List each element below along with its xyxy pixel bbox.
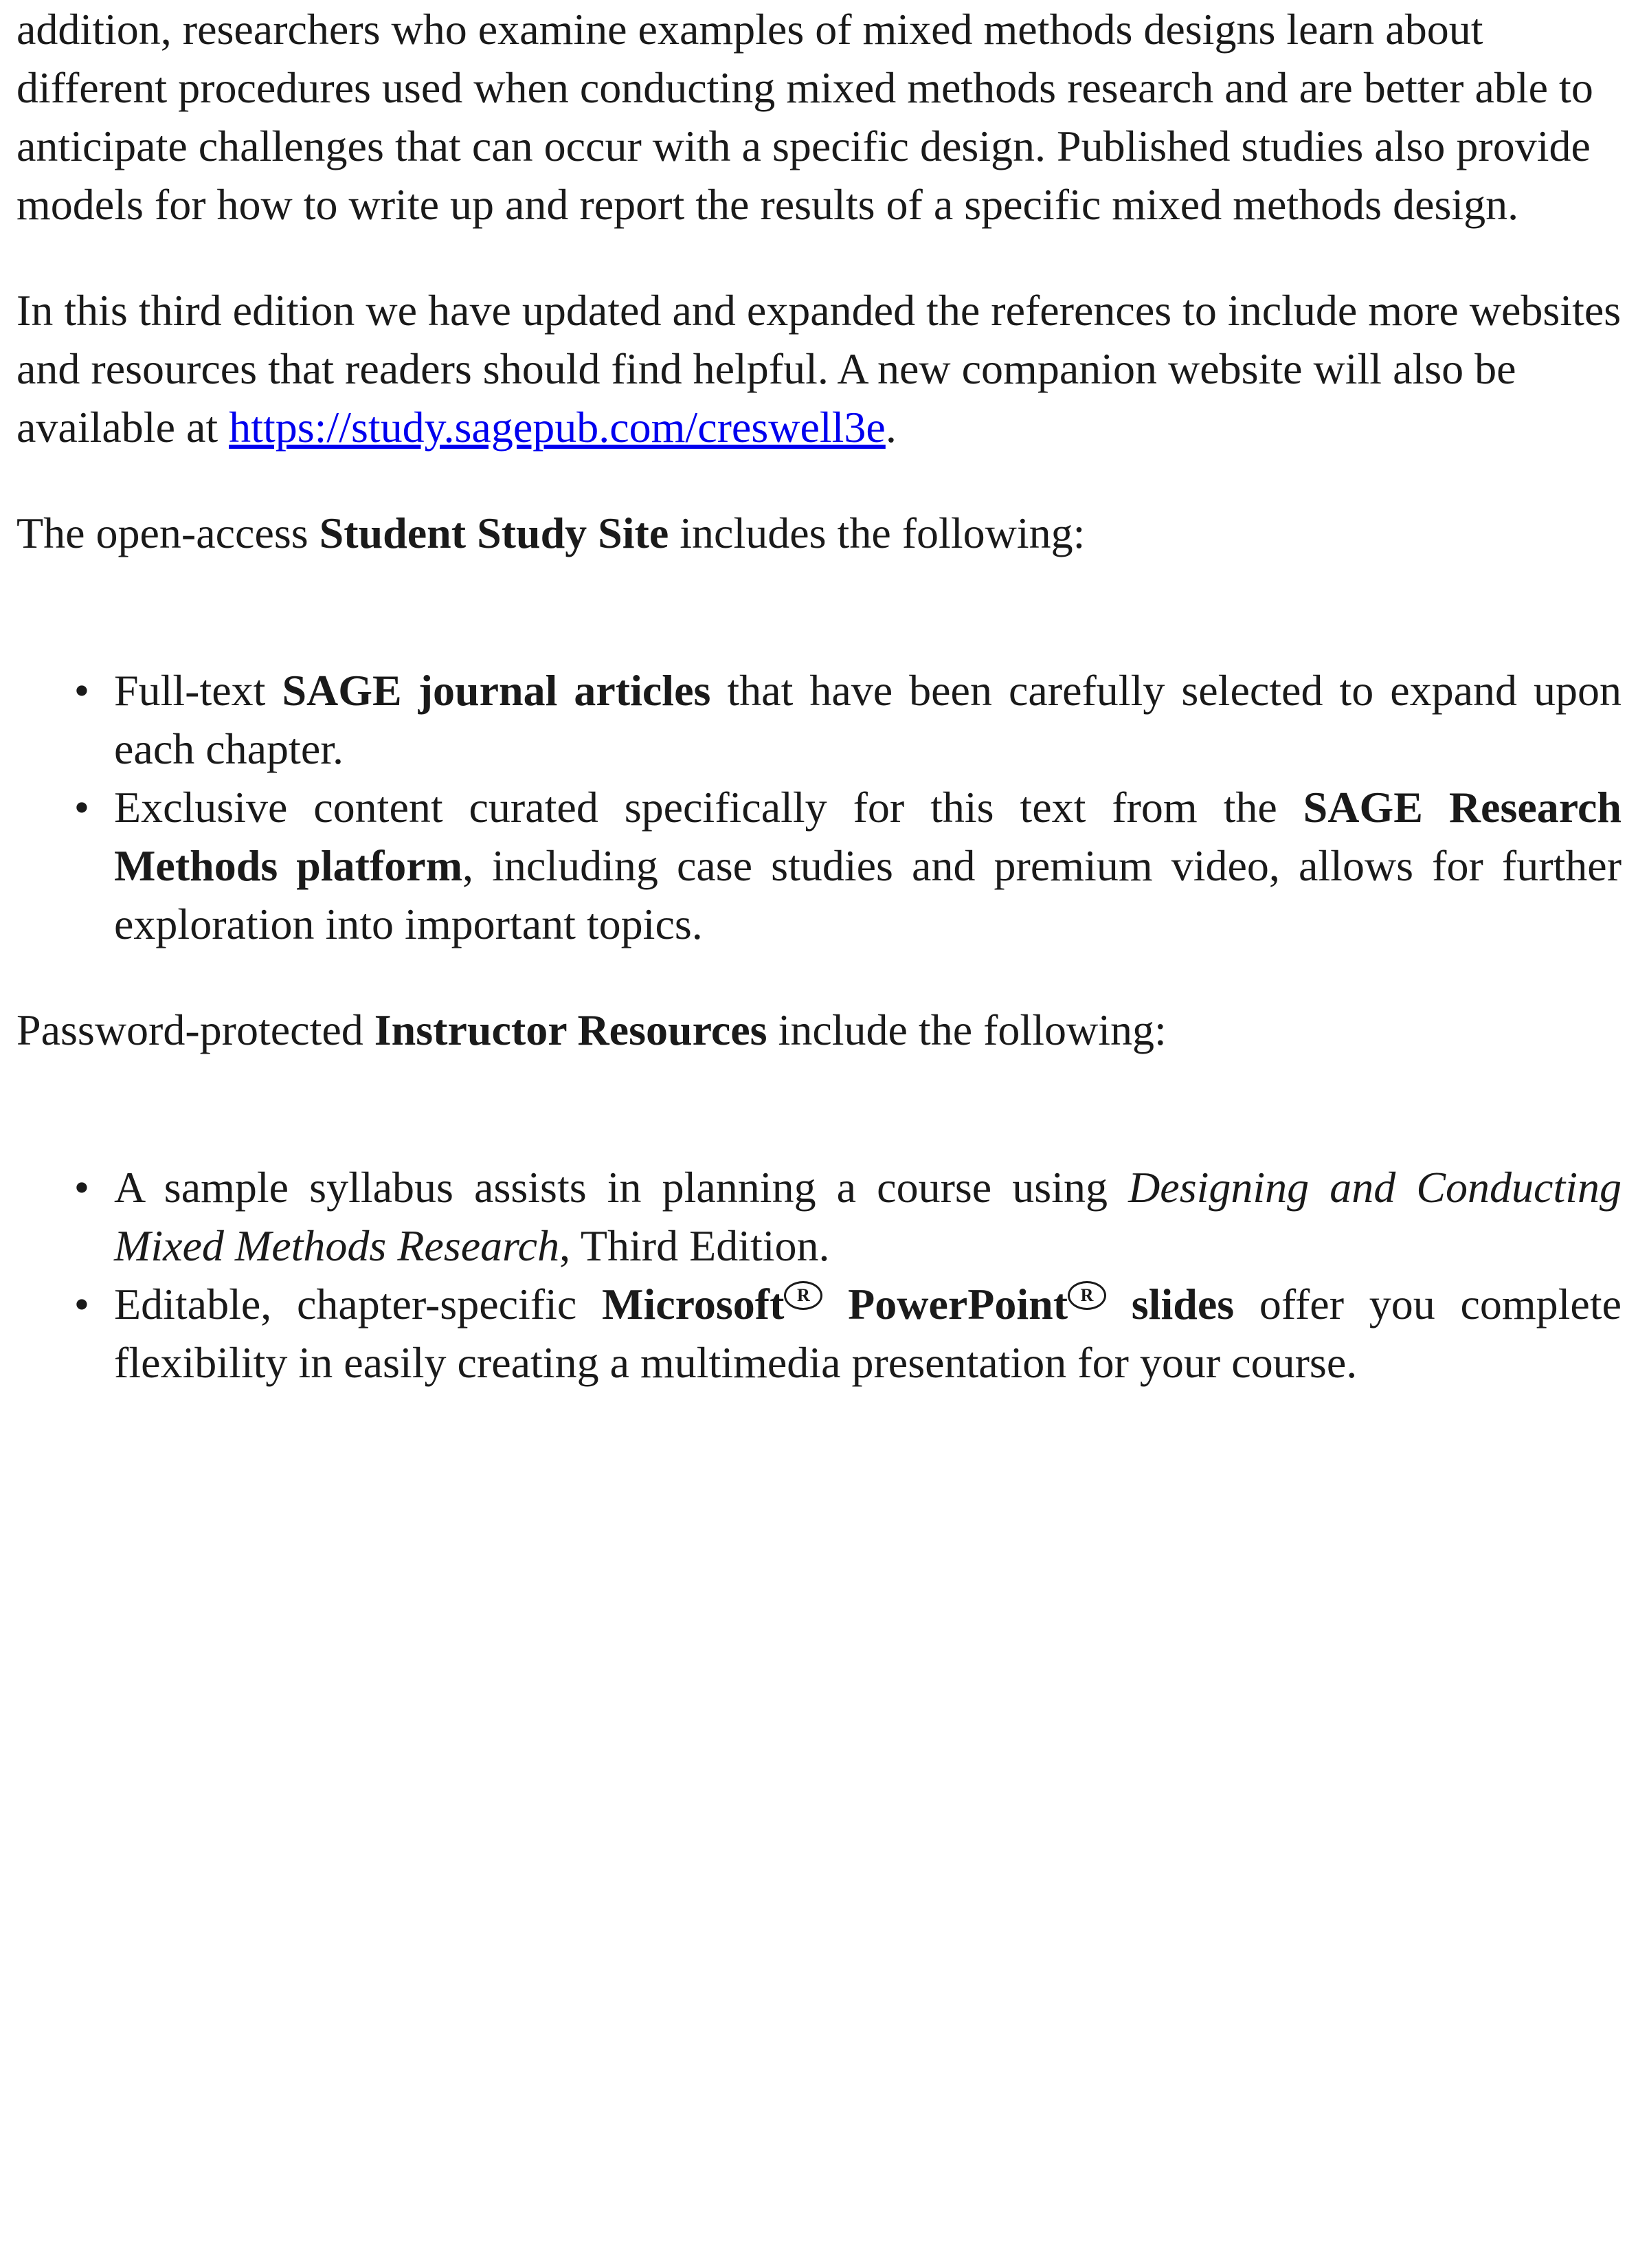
paragraph-intro: addition, researchers who examine examples of mixed methods designs learn about different procedures used when conducting mixed methods research and are better able to anticipate challenges that can occur with a specific design. Published studies also provide models for how to write up and report the results of a specific mixed methods design.: [16, 5, 1593, 229]
text: A sample syllabus assists in planning a course using: [114, 1163, 1129, 1212]
paragraph-text-end: .: [885, 403, 897, 452]
list-item: [16, 661, 1622, 778]
list-item: [16, 1275, 1622, 1392]
document-page: [16, 0, 1622, 1392]
registered-trademark-icon: R: [1068, 1281, 1106, 1310]
text: include the following:: [767, 1005, 1167, 1054]
paragraph-instructor-resources: [16, 1001, 1622, 1059]
text: Editable, chapter-specific: [114, 1280, 603, 1328]
text: that have been carefully selected to expand upon each chapter.: [114, 666, 1622, 773]
bullet-icon: •: [74, 783, 90, 832]
paragraph-student-site: [16, 504, 1622, 562]
text: offer you complete flexibility in easily creating a multimedia presentation for your course.: [114, 1280, 1622, 1387]
registered-trademark-icon: R: [784, 1281, 822, 1310]
bold-text: PowerPoint: [848, 1280, 1068, 1328]
bold-text: Microsoft: [602, 1280, 785, 1328]
text: Password-protected: [16, 1005, 374, 1054]
bullet-icon: •: [74, 666, 90, 715]
instructor-resources-label: Instructor Resources: [374, 1005, 767, 1054]
text: Full-text: [114, 666, 282, 715]
text: , Third Edition.: [559, 1221, 830, 1270]
paragraph-text: In this third edition we have updated and expanded the references to include more websites and resources that readers should find helpful. A new companion website will also be available at: [16, 286, 1622, 452]
book-title: Designing and Conducting Mixed Methods Research: [114, 1163, 1622, 1270]
text: Exclusive content curated specifically for this text from the: [114, 783, 1303, 832]
list-item: [16, 778, 1622, 953]
companion-website-link[interactable]: https://study.sagepub.com/creswell3e: [229, 403, 886, 452]
bold-text: slides: [1131, 1280, 1235, 1328]
bullet-icon: •: [74, 1163, 90, 1212]
student-study-site-label: Student Study Site: [319, 509, 669, 557]
text: The open-access: [16, 509, 319, 557]
bold-text: SAGE journal articles: [282, 666, 711, 715]
bullet-icon: •: [74, 1280, 90, 1328]
text: includes the following:: [669, 509, 1086, 557]
text: , including case studies and premium video, allows for further exploration into important topics.: [114, 841, 1622, 948]
paragraph-third-edition: [16, 281, 1622, 456]
list-item: [16, 1158, 1622, 1275]
bold-text: SAGE Research Methods platform: [114, 783, 1622, 890]
student-resources-list: [16, 661, 1622, 953]
instructor-resources-list: [16, 1158, 1622, 1392]
